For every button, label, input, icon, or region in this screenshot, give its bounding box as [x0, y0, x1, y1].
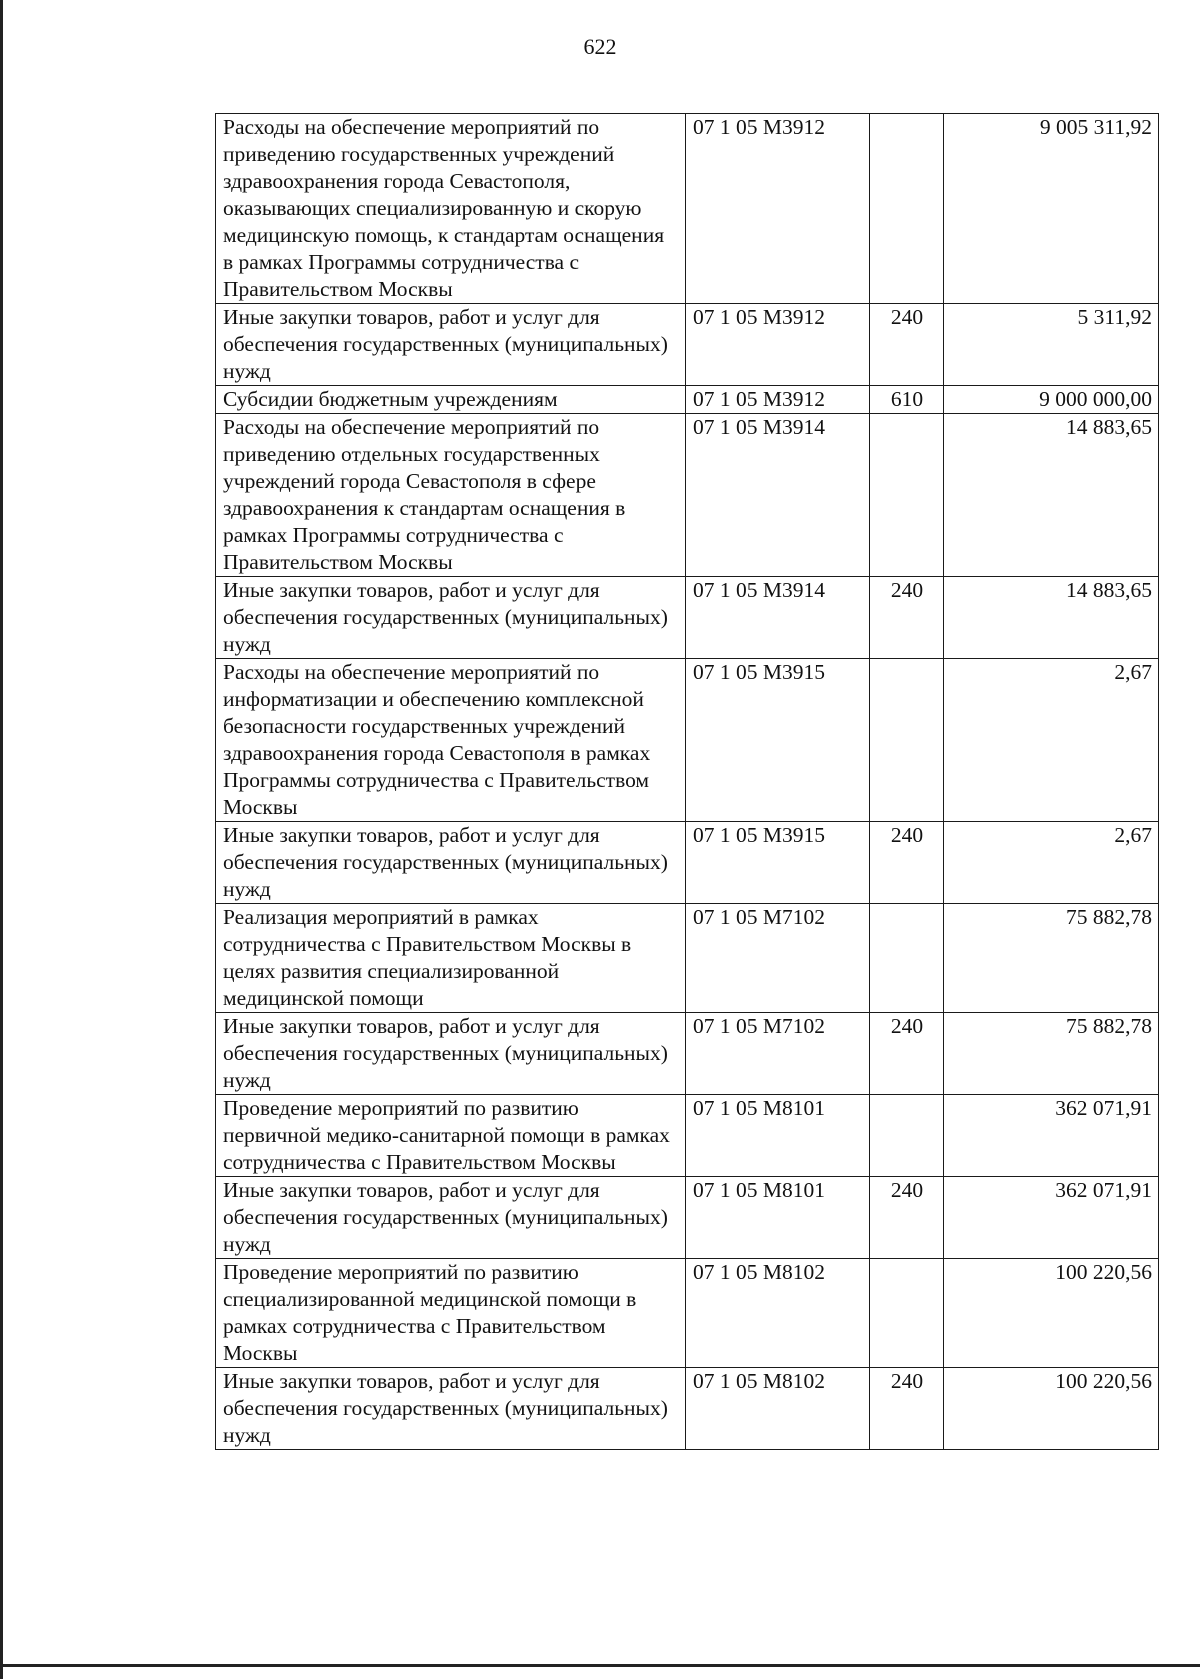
table-row: [216, 577, 1159, 659]
expense-name-cell: Иные закупки товаров, работ и услуг для обеспечения государственных (муниципальных) нужд: [216, 577, 686, 659]
expense-name-cell: Проведение мероприятий по развитию специализированной медицинской помощи в рамках сотрудничества с Правительством Москвы: [216, 1259, 686, 1368]
target-article-code-cell: 07 1 05 М8102: [686, 1259, 870, 1368]
target-article-code-cell: 07 1 05 М3915: [686, 822, 870, 904]
table-row: [216, 822, 1159, 904]
target-article-code-cell: 07 1 05 М3914: [686, 577, 870, 659]
table-row: [216, 114, 1159, 304]
expense-type-cell: [870, 114, 944, 304]
scan-bottom-edge: [0, 1664, 1200, 1667]
amount-cell: 362 071,91: [944, 1095, 1159, 1177]
budget-table-body: [216, 114, 1159, 1450]
expense-type-cell: [870, 1095, 944, 1177]
amount-cell: 9 005 311,92: [944, 114, 1159, 304]
expense-type-cell: 240: [870, 1177, 944, 1259]
table-row: [216, 1177, 1159, 1259]
amount-cell: 2,67: [944, 822, 1159, 904]
expense-name-cell: Иные закупки товаров, работ и услуг для обеспечения государственных (муниципальных) нужд: [216, 304, 686, 386]
amount-cell: 100 220,56: [944, 1368, 1159, 1450]
target-article-code-cell: 07 1 05 М3912: [686, 114, 870, 304]
expense-type-cell: [870, 1259, 944, 1368]
expense-name-cell: Субсидии бюджетным учреждениям: [216, 386, 686, 414]
expense-type-cell: 610: [870, 386, 944, 414]
amount-cell: 100 220,56: [944, 1259, 1159, 1368]
expense-name-cell: Иные закупки товаров, работ и услуг для обеспечения государственных (муниципальных) нужд: [216, 822, 686, 904]
table-row: [216, 904, 1159, 1013]
scan-left-edge: [0, 0, 3, 1679]
target-article-code-cell: 07 1 05 М3912: [686, 304, 870, 386]
target-article-code-cell: 07 1 05 М8102: [686, 1368, 870, 1450]
table-row: [216, 1013, 1159, 1095]
amount-cell: 75 882,78: [944, 1013, 1159, 1095]
expense-name-cell: Проведение мероприятий по развитию первичной медико-санитарной помощи в рамках сотрудничества с Правительством Москвы: [216, 1095, 686, 1177]
expense-type-cell: 240: [870, 304, 944, 386]
amount-cell: 362 071,91: [944, 1177, 1159, 1259]
page-number: 622: [583, 34, 617, 59]
expense-name-cell: Иные закупки товаров, работ и услуг для обеспечения государственных (муниципальных) нужд: [216, 1177, 686, 1259]
expense-type-cell: 240: [870, 1368, 944, 1450]
target-article-code-cell: 07 1 05 М8101: [686, 1095, 870, 1177]
table-row: [216, 386, 1159, 414]
target-article-code-cell: 07 1 05 М3914: [686, 414, 870, 577]
expense-name-cell: Расходы на обеспечение мероприятий по информатизации и обеспечению комплексной безопасности государственных учреждений здравоохранения города Севастополя в рамках Программы сотрудничества с Правительством Москвы: [216, 659, 686, 822]
target-article-code-cell: 07 1 05 М7102: [686, 904, 870, 1013]
target-article-code-cell: 07 1 05 М8101: [686, 1177, 870, 1259]
target-article-code-cell: 07 1 05 М7102: [686, 1013, 870, 1095]
table-row: [216, 1368, 1159, 1450]
expense-type-cell: 240: [870, 822, 944, 904]
target-article-code-cell: 07 1 05 М3915: [686, 659, 870, 822]
expense-name-cell: Расходы на обеспечение мероприятий по приведению государственных учреждений здравоохранения города Севастополя, оказывающих специализированную и скорую медицинскую помощь, к стандартам оснащения в рамках Программы сотрудничества с Правительством Москвы: [216, 114, 686, 304]
amount-cell: 14 883,65: [944, 577, 1159, 659]
expense-name-cell: Иные закупки товаров, работ и услуг для обеспечения государственных (муниципальных) нужд: [216, 1368, 686, 1450]
expense-name-cell: Иные закупки товаров, работ и услуг для обеспечения государственных (муниципальных) нужд: [216, 1013, 686, 1095]
table-row: [216, 1259, 1159, 1368]
target-article-code-cell: 07 1 05 М3912: [686, 386, 870, 414]
table-row: [216, 414, 1159, 577]
amount-cell: 9 000 000,00: [944, 386, 1159, 414]
expense-type-cell: [870, 904, 944, 1013]
expense-type-cell: [870, 414, 944, 577]
table-row: [216, 659, 1159, 822]
expense-type-cell: 240: [870, 1013, 944, 1095]
expense-name-cell: Реализация мероприятий в рамках сотрудничества с Правительством Москвы в целях развития специализированной медицинской помощи: [216, 904, 686, 1013]
budget-table: [215, 113, 1159, 1450]
expense-type-cell: [870, 659, 944, 822]
amount-cell: 2,67: [944, 659, 1159, 822]
table-row: [216, 1095, 1159, 1177]
expense-name-cell: Расходы на обеспечение мероприятий по приведению отдельных государственных учреждений города Севастополя в сфере здравоохранения к стандартам оснащения в рамках Программы сотрудничества с Правительством Москвы: [216, 414, 686, 577]
amount-cell: 14 883,65: [944, 414, 1159, 577]
table-row: [216, 304, 1159, 386]
amount-cell: 75 882,78: [944, 904, 1159, 1013]
expense-type-cell: 240: [870, 577, 944, 659]
amount-cell: 5 311,92: [944, 304, 1159, 386]
